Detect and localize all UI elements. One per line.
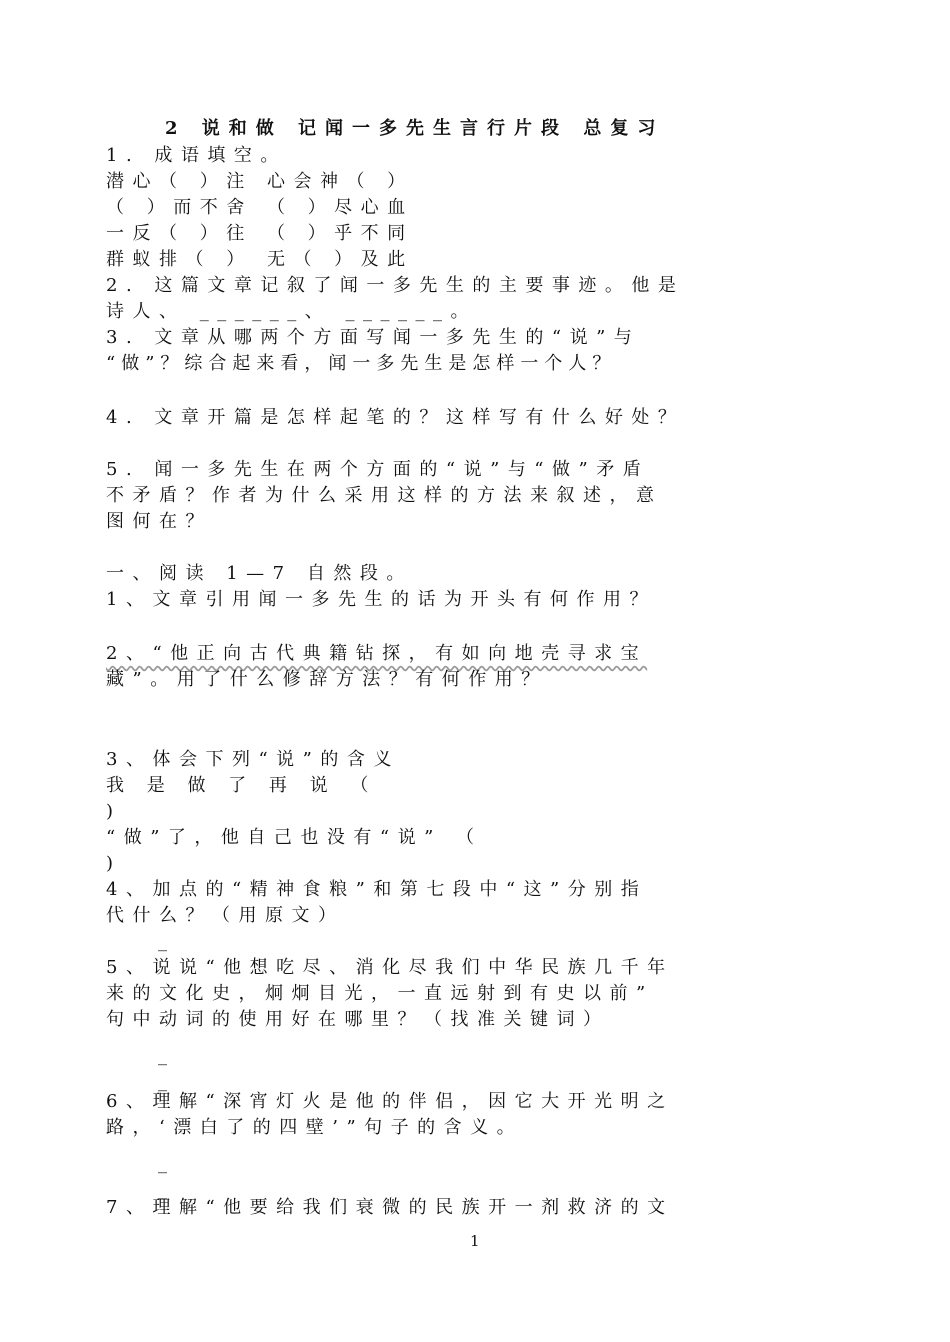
- idiom-line-4: 群蚁排（ ） 无（ ）及此: [106, 249, 414, 270]
- reading-question-6-line-2: 路，‘漂白了的四壁’”句子的含义。: [106, 1117, 524, 1138]
- answer-blank: _: [158, 1153, 176, 1174]
- reading-question-4-line-2: 代什么？（用原文）: [106, 905, 345, 926]
- question-3-line-1: 3. 文章从哪两个方面写闻一多先生的“说”与: [106, 327, 641, 348]
- answer-blank: _: [158, 1071, 176, 1092]
- question-5-line-2: 不矛盾？作者为什么采用这样的方法来叙述，意: [106, 485, 663, 506]
- page-title: 2 说和做 记闻一多先生言行片段 总复习: [165, 118, 665, 139]
- question-1-heading: 1. 成语填空。: [106, 145, 287, 166]
- question-5-line-1: 5. 闻一多先生在两个方面的“说”与“做”矛盾: [106, 459, 650, 480]
- reading-question-2-line-2: 藏”。用了什么修辞方法？有何作用？: [106, 669, 548, 690]
- reading-question-3-item-1-paren: ): [106, 801, 122, 822]
- reading-question-3-item-2: “做”了，他自己也没有“说” （: [106, 827, 483, 848]
- question-4: 4. 文章开篇是怎样起笔的？这样写有什么好处？: [106, 407, 685, 428]
- page-number: 1: [470, 1232, 480, 1250]
- answer-blank: _: [158, 1045, 176, 1066]
- question-2-line-1: 2. 这篇文章记叙了闻一多先生的主要事迹。他是: [106, 275, 685, 296]
- question-3-line-2: “做”？综合起来看，闻一多先生是怎样一个人？: [106, 353, 617, 374]
- reading-question-6-line-1: 6、理解“深宵灯火是他的伴侣，因它大开光明之: [106, 1091, 674, 1112]
- section-heading: 一、阅读 1—7 自然段。: [106, 563, 413, 584]
- question-2-line-2: 诗人、 ______、 ______。: [106, 301, 477, 322]
- answer-blank: _: [158, 931, 176, 952]
- reading-question-1: 1、文章引用闻一多先生的话为开头有何作用？: [106, 589, 656, 610]
- question-5-line-3: 图何在？: [106, 511, 212, 532]
- reading-question-5-line-1: 5、说说“他想吃尽、消化尽我们中华民族几千年: [106, 957, 674, 978]
- answer-blank: _: [158, 1179, 176, 1200]
- idiom-line-1: 潜心（ ）注 心会神（ ）: [106, 171, 414, 192]
- reading-question-4-line-1: 4、加点的“精神食粮”和第七段中“这”分别指: [106, 879, 648, 900]
- reading-question-7-line-1: 7、理解“他要给我们衰微的民族开一剂救济的文: [106, 1197, 674, 1218]
- idiom-line-3: 一反（ ）往 （ ）乎不同: [106, 223, 414, 244]
- reading-question-3-item-1: 我 是 做 了 再 说 （: [106, 775, 377, 796]
- reading-question-3-heading: 3、体会下列“说”的含义: [106, 749, 400, 770]
- reading-question-5-line-2: 来的文化史，炯炯目光，一直远射到有史以前”: [106, 983, 654, 1004]
- reading-question-3-item-2-paren: ): [106, 853, 122, 874]
- reading-question-2-line-1: 2、“他正向古代典籍钻探，有如向地壳寻求宝: [106, 643, 648, 664]
- reading-question-5-line-3: 句中动词的使用好在哪里？（找准关键词）: [106, 1009, 610, 1030]
- idiom-line-2: （ ）而不舍 （ ）尽心血: [106, 197, 414, 218]
